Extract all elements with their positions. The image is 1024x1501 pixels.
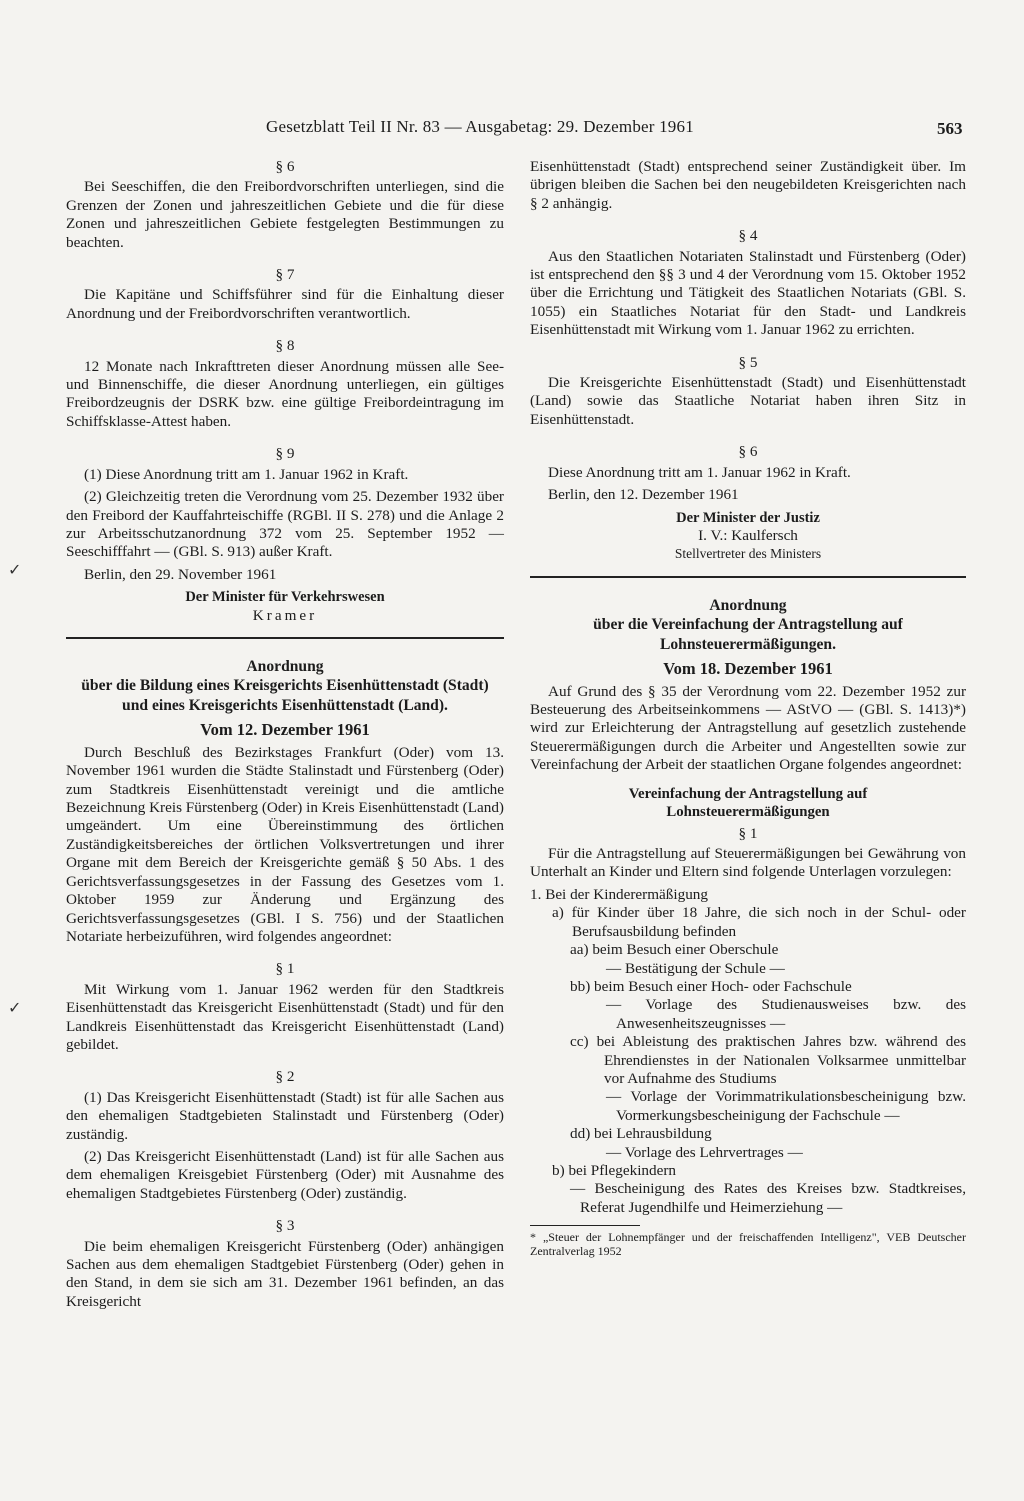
- page-header: [0, 117, 1024, 141]
- gazette-title: Gesetzblatt Teil II Nr. 83 — Ausgabetag: 29. Dezember 1961: [266, 117, 694, 136]
- list-item: dd) bei Lehrausbildung: [570, 1125, 712, 1143]
- paragraph: Auf Grund des § 35 der Verordnung vom 22. Dezember 1952 zur Besteuerung des Arbeitseinkommens — AStVO — (GBl. S. 1413)*) wird zur Erleichterung der Antragstellung auf gesetzlich zustehende Steuerermäßigungen durch die Arbeiter und Angestellten sowie zur Vereinfachung der Arbeit der staatlichen Organe folgendes angeordnet:: [530, 682, 966, 774]
- section-heading: § 4: [738, 227, 758, 245]
- section-heading: § 6: [738, 443, 758, 461]
- place-date: Berlin, den 29. November 1961: [84, 565, 277, 583]
- paragraph: (2) Gleichzeitig treten die Verordnung vom 25. Dezember 1932 über den Freibord der Kauffahrteischiffe (RGBl. II S. 278) und die Anlage 2 zur Arbeitsschutzanordnung 372 vom 25. September 1952 — Seeschifffahrt — (GBl. S. 913) außer Kraft.: [66, 488, 504, 561]
- left-column: [66, 158, 504, 1311]
- margin-tick-mark: ✓: [8, 562, 22, 579]
- document-date: Vom 18. Dezember 1961: [663, 659, 833, 679]
- separator-rule: [530, 576, 966, 578]
- list-item-note: — Bestätigung der Schule —: [606, 959, 785, 977]
- right-column: [530, 158, 966, 1258]
- section-heading: § 1: [738, 824, 758, 842]
- list-item: aa) beim Besuch einer Oberschule: [570, 941, 779, 959]
- list-item-note: — Vorlage des Lehrvertrages —: [606, 1143, 803, 1161]
- paragraph: Die Kapitäne und Schiffsführer sind für die Einhaltung dieser Anordnung und der Freibordvorschriften verantwortlich.: [66, 286, 504, 322]
- paragraph: Mit Wirkung vom 1. Januar 1962 werden für den Stadtkreis Eisenhüttenstadt das Kreisgericht Eisenhüttenstadt (Stadt) und für den Landkreis Eisenhüttenstadt das Kreisgericht Eisenhüttenstadt (Land) gebildet.: [66, 980, 504, 1053]
- signatory-title: Der Minister für Verkehrswesen: [185, 589, 385, 606]
- section-heading: § 3: [275, 1217, 295, 1235]
- list-item-note: — Bescheinigung des Rates des Kreises bzw. Stadtkreises, Referat Jugendhilfe und Heimerziehung —: [570, 1180, 966, 1216]
- list-item-note: — Vorlage der Vorimmatrikulationsbescheinigung bzw. Vormerkungsbescheinigung der Fachschule —: [606, 1088, 966, 1124]
- document-subtitle: über die Vereinfachung der Antragstellung auf Lohnsteuerermäßigungen.: [593, 616, 903, 653]
- section-heading: § 1: [275, 960, 295, 978]
- section-heading: § 2: [275, 1068, 295, 1086]
- document-title: Anordnung: [709, 596, 787, 614]
- paragraph: Für die Antragstellung auf Steuerermäßigungen bei Gewährung von Unterhalt an Kinder und Eltern sind folgende Unterlagen vorzulegen:: [530, 845, 966, 881]
- paragraph: (2) Das Kreisgericht Eisenhüttenstadt (Land) ist für alle Sachen aus dem ehemaligen Kreisgebiet Fürstenberg (Oder) mit Ausnahme des ehemaligen Stadtgebietes Fürstenberg (Oder) zuständig.: [66, 1147, 504, 1202]
- list-item: cc) bei Ableistung des praktischen Jahres bzw. während des Ehrendienstes in der Nationalen Volksarmee unmittelbar vor Aufnahme des Studiums: [570, 1033, 966, 1087]
- list-item: b) bei Pflegekindern: [552, 1161, 676, 1179]
- paragraph: Aus den Staatlichen Notariaten Stalinstadt und Fürstenberg (Oder) ist entsprechend den §§ 3 und 4 der Verordnung vom 15. Oktober 1952 über die Errichtung und Tätigkeit des Staatlichen Notariats (GBl. S. 1055) ein Staatliches Notariat für den Stadt- und Landkreis Eisenhüttenstadt mit Wirkung vom 1. Januar 1962 zu errichten.: [530, 247, 966, 339]
- signatory-title: Der Minister der Justiz: [676, 509, 820, 526]
- section-heading: § 6: [275, 158, 295, 175]
- section-heading: § 9: [275, 445, 295, 463]
- footnote: * „Steuer der Lohnempfänger und der freischaffenden Intelligenz", VEB Deutscher Zentralverlag 1952: [530, 1230, 966, 1259]
- list-item: 1. Bei der Kinderermäßigung: [530, 885, 708, 903]
- paragraph: (1) Diese Anordnung tritt am 1. Januar 1962 in Kraft.: [84, 465, 409, 483]
- footnote-rule: [530, 1225, 640, 1226]
- document-title: Anordnung: [246, 657, 324, 675]
- margin-tick-mark: ✓: [8, 1000, 22, 1017]
- section-heading: § 7: [275, 266, 295, 284]
- page-number: 563: [937, 119, 963, 138]
- list-item-note: — Vorlage des Studienausweises bzw. des Anwesenheitszeugnisses —: [606, 996, 966, 1032]
- paragraph: (1) Das Kreisgericht Eisenhüttenstadt (Stadt) ist für alle Sachen aus den ehemaligen Stadtgebieten Stalinstadt und Fürstenberg (Oder) zuständig.: [66, 1088, 504, 1143]
- section-heading: § 5: [738, 353, 758, 371]
- list-item: a) für Kinder über 18 Jahre, die sich noch in der Schul- oder Berufsausbildung befinden: [552, 904, 966, 940]
- paragraph: Bei Seeschiffen, die den Freibordvorschriften unterliegen, sind die Grenzen der Zonen und jahreszeitlichen Gebiete und die für diese Zonen und jahreszeitlichen Gebiete festgelegten Bestimmungen zu beachten.: [66, 178, 504, 251]
- signature-role: Stellvertreter des Ministers: [674, 546, 822, 562]
- separator-rule: [66, 637, 504, 639]
- paragraph: Eisenhüttenstadt (Stadt) entsprechend seiner Zuständigkeit über. Im übrigen bleiben die Sachen bei den neugebildeten Kreisgerichten nach § 2 anhängig.: [530, 158, 966, 212]
- document-subtitle: über die Bildung eines Kreisgerichts Eisenhüttenstadt (Stadt) und eines Kreisgerichts Eisenhüttenstadt (Land).: [81, 677, 489, 714]
- signature: Kramer: [252, 606, 318, 624]
- subsection-title: Vereinfachung der Antragstellung auf Lohnsteuerermäßigungen: [628, 785, 868, 820]
- paragraph: 12 Monate nach Inkrafttreten dieser Anordnung müssen alle See- und Binnenschiffe, die dieser Anordnung unterliegen, ein gültiges Freibordzeugnis der DSRK bzw. eine gültige Freibordeintragung im Schiffsklasse-Attest haben.: [66, 357, 504, 430]
- paragraph: Durch Beschluß des Bezirkstages Frankfurt (Oder) vom 13. November 1961 wurden die Städte Stalinstadt und Fürstenberg (Oder) zum Stadtkreis Eisenhüttenstadt vereinigt und die amtliche Bezeichnung Kreis Fürstenberg (Oder) in Kreis Eisenhüttenstadt (Land) umgeändert. Um eine Übereinstimmung des örtlichen Zuständigkeitsbereiches der örtlichen Volksvertretungen und ihrer Organe mit dem Bereich der Kreisgerichte gemäß § 50 Abs. 1 des Gerichtsverfassungsgesetzes in der Fassung des Gesetzes vom 1. Oktober 1959 zur Änderung und Ergänzung des Gerichtsverfassungsgesetzes (GBl. I S. 756) und der Staatlichen Notariate herbeizuführen, wird folgendes angeordnet:: [66, 743, 504, 945]
- paragraph: Diese Anordnung tritt am 1. Januar 1962 in Kraft.: [548, 463, 851, 481]
- place-date: Berlin, den 12. Dezember 1961: [548, 486, 739, 504]
- document-date: Vom 12. Dezember 1961: [200, 720, 370, 740]
- paragraph: Die Kreisgerichte Eisenhüttenstadt (Stadt) und Eisenhüttenstadt (Land) sowie das Staatliche Notariat haben ihren Sitz in Eisenhüttenstadt.: [530, 374, 966, 428]
- paragraph: Die beim ehemaligen Kreisgericht Fürstenberg (Oder) anhängigen Sachen aus dem ehemaligen Stadtgebiet Fürstenberg (Oder) gehen in den Stand, in dem sie sich am 31. Dezember 1961 befinden, an das Kreisgericht: [66, 1237, 504, 1310]
- signature: I. V.: Kaulfersch: [698, 526, 798, 544]
- section-heading: § 8: [275, 337, 295, 355]
- list-item: bb) beim Besuch einer Hoch- oder Fachschule: [570, 977, 852, 995]
